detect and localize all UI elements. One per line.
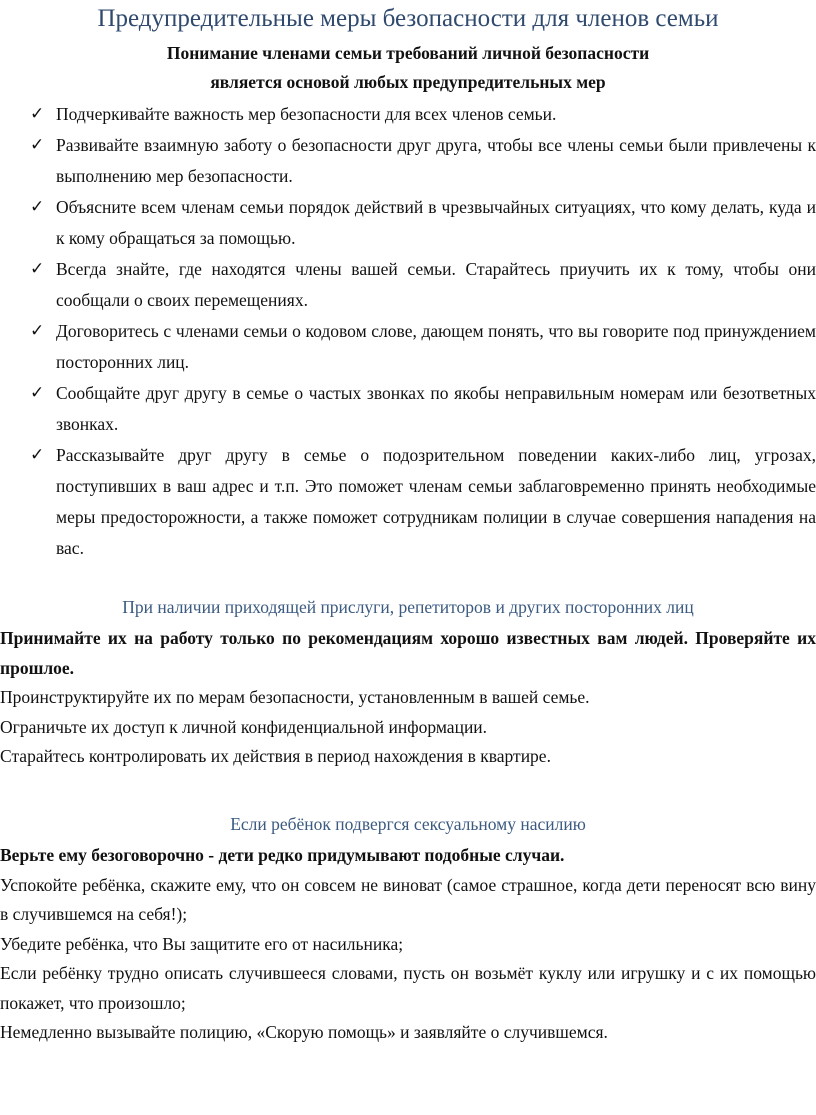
subtitle-line-2: является основой любых предупредительных мер	[210, 72, 606, 92]
checklist-item	[30, 130, 816, 192]
checklist-item	[30, 440, 816, 564]
subtitle-line-1: Понимание членами семьи требований личной безопасности	[166, 43, 650, 63]
section-heading-visitors: При наличии приходящей прислуги, репетиторов и других посторонних лиц	[122, 597, 694, 617]
checklist-item	[30, 192, 816, 254]
section-visitors-bold: Принимайте их на работу только по рекомендациям хорошо известных вам людей. Проверяйте их прошлое.	[0, 628, 816, 678]
checklist-item-text: Сообщайте друг другу в семье о частых звонках по якобы неправильным номерам или безответных звонках.	[56, 383, 816, 434]
checklist-item-text: Договоритесь с членами семьи о кодовом слове, дающем понять, что вы говорите под принуждением посторонних лиц.	[56, 321, 816, 372]
safety-checklist	[30, 99, 816, 564]
section-visitors-line: Старайтесь контролировать их действия в период нахождения в квартире.	[0, 746, 551, 766]
section-visitors-line: Ограничьте их доступ к личной конфиденциальной информации.	[0, 716, 488, 737]
page-title: Предупредительные меры безопасности для членов семьи	[97, 5, 719, 32]
checklist-item-text: Подчеркивайте важность мер безопасности для всех членов семьи.	[56, 104, 557, 124]
section-child-line: Если ребёнку трудно описать случившееся словами, пусть он возьмёт куклу или игрушку и с их помощью покажет, что произошло;	[0, 963, 816, 1013]
checkmark-icon: ✓	[30, 104, 45, 124]
checklist-item-text: Рассказывайте друг другу в семье о подозрительном поведении каких-либо лиц, угрозах, поступивших в ваш адрес и т.п. Это поможет членам семьи заблаговременно принять необходимые меры предосторожности, а также поможет сотрудникам полиции в случае совершения нападения на вас.	[56, 445, 816, 558]
checkmark-icon: ✓	[30, 135, 45, 155]
section-child-line: Успокойте ребёнка, скажите ему, что он совсем не виноват (самое страшное, когда дети переносят всю вину в случившемся на себя!);	[0, 874, 816, 924]
checklist-item	[30, 316, 816, 378]
checkmark-icon: ✓	[30, 259, 45, 279]
section-visitors	[0, 624, 816, 772]
checkmark-icon: ✓	[30, 445, 45, 465]
section-heading-child: Если ребёнок подвергся сексуальному насилию	[230, 814, 586, 834]
section-child	[0, 841, 816, 1048]
checkmark-icon: ✓	[30, 383, 45, 403]
checkmark-icon: ✓	[30, 321, 45, 341]
checklist-item-text: Объясните всем членам семьи порядок действий в чрезвычайных ситуациях, что кому делать, куда и к кому обращаться за помощью.	[56, 197, 816, 248]
checkmark-icon: ✓	[30, 197, 45, 217]
checklist-item	[30, 99, 816, 130]
checklist-item-text: Развивайте взаимную заботу о безопасности друг друга, чтобы все члены семьи были привлечены к выполнению мер безопасности.	[56, 135, 816, 186]
checklist-item	[30, 254, 816, 316]
checklist-item-text: Всегда знайте, где находятся члены вашей семьи. Старайтесь приучить их к тому, чтобы они сообщали о своих перемещениях.	[56, 259, 816, 310]
checklist-item	[30, 378, 816, 440]
section-child-line: Немедленно вызывайте полицию, «Скорую помощь» и заявляйте о случившемся.	[0, 1022, 608, 1042]
section-visitors-line: Проинструктируйте их по мерам безопасности, установленным в вашей семье.	[0, 687, 590, 707]
section-child-bold: Верьте ему безоговорочно - дети редко придумывают подобные случаи.	[0, 845, 565, 865]
section-child-line: Убедите ребёнка, что Вы защитите его от насильника;	[0, 933, 404, 954]
